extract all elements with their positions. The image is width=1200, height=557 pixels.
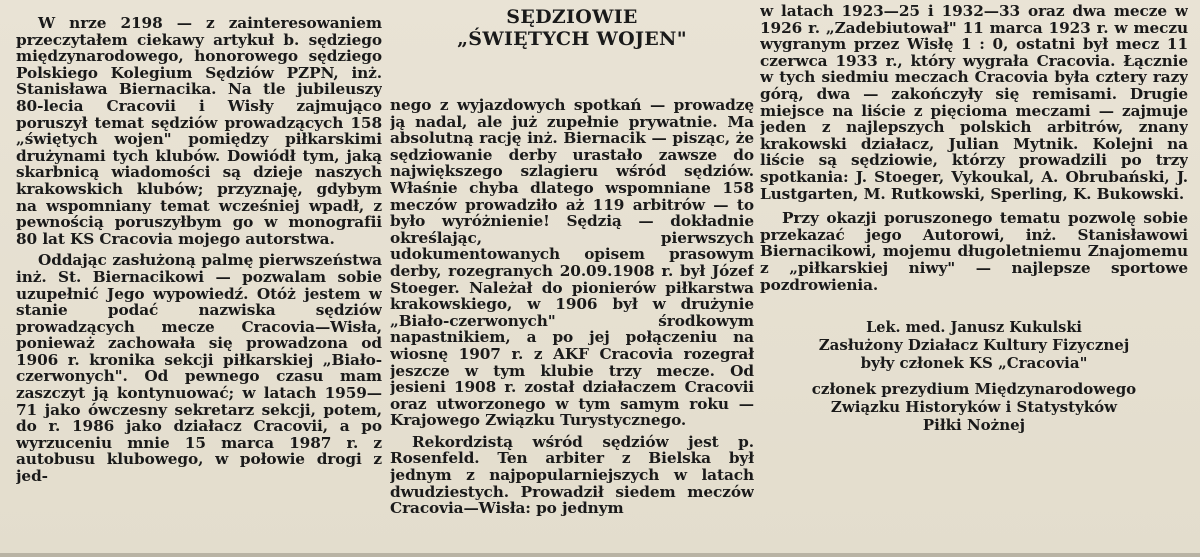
paragraph: Przy okazji poruszonego tematu pozwolę sobie przekazać jego Autorowi, inż. Stanisławowi Biernacikowi, mojemu długoletniemu Znajomemu z „piłkarskiej niwy" — najlepsze sportowe pozdrowienia. <box>760 209 1188 294</box>
paragraph: w latach 1923—25 i 1932—33 oraz dwa mecze w 1926 r. „Zadebiutował" 11 marca 1923 r. w meczu wygranym przez Wisłę 1 : 0, ostatni był mecz 11 czerwca 1933 r., który wygrała Cracovia. Łącznie w tych siedmiu meczach Cracovia była cztery razy górą, dwa — zakończyły się remisami. Drugie miejsce na liście z pięcioma meczami — zajmuje jeden z najlepszych polskich arbitrów, znany krakowski działacz, Julian Mytnik. Kolejni na liście są sędziowie, którzy prowadzili po trzy spotkania: J. Stoeger, Vykoukal, A. Obrubański, J. Lustgarten, M. Rutkowski, Sperling, K. Bukowski. <box>760 2 1188 203</box>
column-2 <box>390 0 754 557</box>
bottom-edge <box>0 553 1200 557</box>
author-title-5: Piłki Nożnej <box>922 416 1026 435</box>
column-2-body <box>390 97 754 517</box>
paragraph: nego z wyjazdowych spotkań — prowadzę ją nadal, ale już zupełnie prywatnie. Ma absolutną rację inż. Biernacik — pisząc, że sędziowanie derby urastało zawsze do największego szlagieru wśród sędziów. Właśnie chyba dlatego wspomniane 158 meczów prowadziło aż 119 arbitrów — to było wyróżnienie! Sędzią — dokładnie określając, pierwszych udokumentowanych opisem prasowym derby, rozegranych 20.09.1908 r. był Józef Stoeger. Należał do pionierów piłkarstwa krakowskiego, w 1906 był w drużynie „Biało-czerwonych" środkowym napastnikiem, a po jej połączeniu na wiosnę 1907 r. z AKF Cracovia rozegrał jeszcze w tym klubie trzy mecze. Od jesieni 1908 r. został działaczem Cracovii oraz utworzonego w tym samym roku — Krajowego Związku Turystycznego. <box>390 96 754 430</box>
paragraph: Rekordzistą wśród sędziów jest p. Rosenfeld. Ten arbiter z Bielska był jednym z najpopularniejszych w latach dwudziestych. Prowadził siedem meczów Cracovia—Wisła: po jednym <box>390 432 754 518</box>
column-1 <box>16 0 382 557</box>
article-headline <box>390 6 754 50</box>
paragraph: Oddając zasłużoną palmę pierwszeństwa inż. St. Biernacikowi — pozwalam sobie uzupełnić Jego wypowiedź. Otóż jestem w stanie podać nazwiska sędziów prowadzących mecze Cracovia—Wisła, ponieważ zachowała się prowadzona od 1906 r. kronika sekcji piłkarskiej „Biało-czerwonych". Od pewnego czasu mam zaszczyt ją kontynuować; w latach 1959—71 jako ówczesny sekretarz sekcji, potem, do r. 1986 jako działacz Cracovii, a po wyrzuceniu mnie 15 marca 1987 r. z autobusu klubowego, w połowie drogi z jed- <box>16 251 382 486</box>
headline-line-2: „ŚWIĘTYCH WOJEN" <box>457 28 687 50</box>
author-signature <box>760 319 1188 434</box>
author-title-2: były członek KS „Cracovia" <box>860 354 1088 373</box>
author-name: Lek. med. Janusz Kukulski <box>866 319 1082 337</box>
paragraph: W nrze 2198 — z zainteresowaniem przeczytałem ciekawy artykuł b. sędziego międzynarodowego, honorowego sędziego Polskiego Kolegium Sędziów PZPN, inż. Stanisława Biernacika. Na tle jubileuszy 80-lecia Cracovii i Wisły zajmująco poruszył temat sędziów prowadzących 158 „świętych wojen" pomiędzy piłkarskimi drużynami tych klubów. Dowiódł tym, jaką skarbnicą wiadomości są dzieje naszych krakowskich klubów; przyznaję, gdybym na wspomniany temat wcześniej wpadł, z pewnością poruszyłbym go w monografii 80 lat KS Cracovia mojego autorstwa. <box>16 14 382 248</box>
column-3 <box>760 0 1188 557</box>
author-title-3: członek prezydium Międzynarodowego <box>811 380 1137 399</box>
author-title-1: Zasłużony Działacz Kultury Fizycznej <box>818 336 1130 355</box>
author-title-4: Związku Historyków i Statystyków <box>830 398 1118 417</box>
headline-line-1: SĘDZIOWIE <box>506 6 638 28</box>
